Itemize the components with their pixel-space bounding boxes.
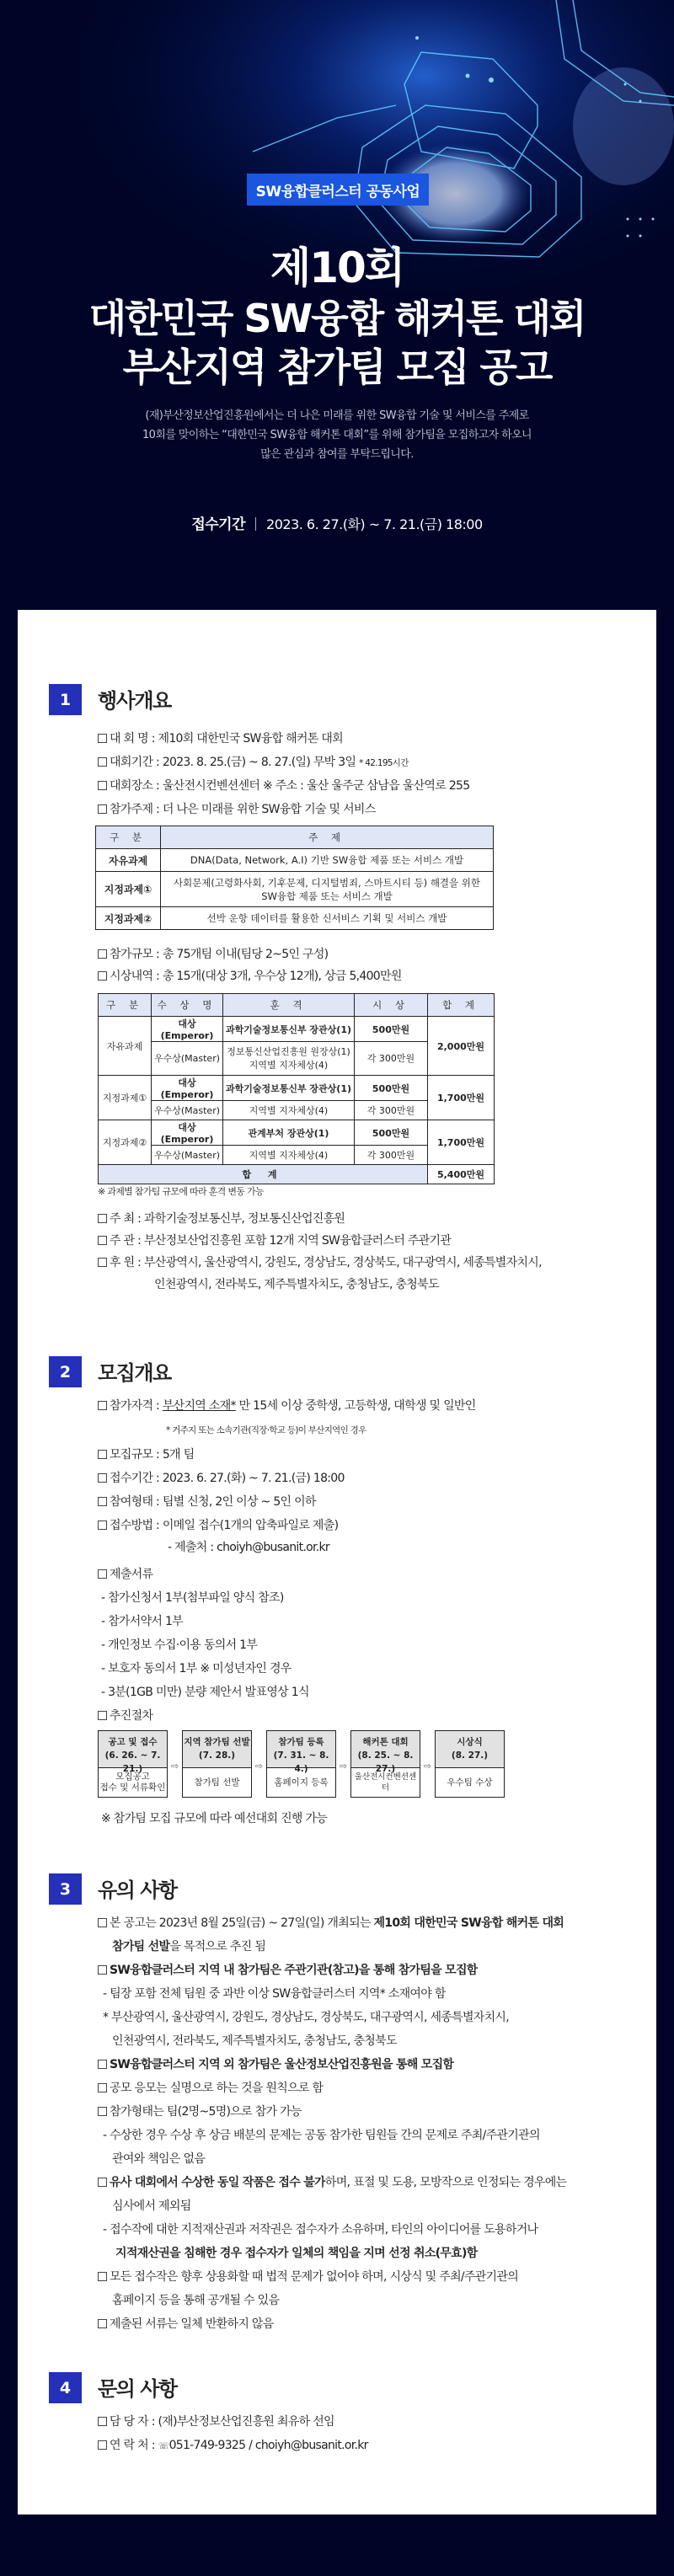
divider: [255, 517, 256, 531]
process-step: 참가팀 등록 (7. 31. ~ 8. 4.) 홈페이지 등록: [266, 1730, 336, 1798]
process-step: 해커톤 대회 (8. 25. ~ 8. 27.) 울산전시컨벤션센터: [350, 1730, 420, 1798]
table-header: 구 분: [99, 994, 152, 1017]
checkbox-bullet-icon: [98, 1214, 107, 1223]
precaution-sub: - 수상한 경우 수상 후 상금 배분의 문제는 공동 참가한 팀원들 간의 문제로 주최/주관기관의: [103, 2129, 540, 2142]
section-header: [18, 1872, 656, 1905]
checkbox-bullet-icon: [98, 734, 107, 743]
precaution-item: 본 공고는 2023년 8월 25일(금) ~ 27일(일) 개최되는 제10회 대한민국 SW융합 해커톤 대회: [98, 1914, 564, 1931]
submit-email-link[interactable]: - 제출처 : choiyh@busanit.or.kr: [168, 1541, 329, 1554]
section-title: 행사개요: [98, 689, 171, 713]
period-value: 2023. 6. 27.(화) ~ 7. 21.(금) 18:00: [266, 516, 483, 532]
precaution-sub: - 접수작에 대한 지적재산권과 저작권은 접수자가 소유하며, 타인의 아이디어를 도용하거나: [103, 2223, 538, 2237]
arrow-right-icon: ⇨: [254, 1761, 264, 1772]
table-row: 자유과제 대상(Emperor) 과학기술정보통신부 장관상(1) 500만원 2,000만원: [99, 1017, 495, 1042]
table-row: 우수상(Master) 지역별 지자체상(4) 각 300만원: [99, 1101, 495, 1120]
precaution-sub-cont: 관여와 책임은 없음: [112, 2152, 206, 2166]
checkbox-bullet-icon: [98, 2083, 107, 2092]
checkbox-bullet-icon: [98, 2060, 107, 2069]
hero-banner: [0, 0, 674, 610]
checkbox-bullet-icon: [98, 757, 107, 767]
contact-phone-email-link[interactable]: 051-749-9325 / choiyh@busanit.or.kr: [168, 2439, 368, 2452]
checkbox-bullet-icon: [98, 1258, 107, 1267]
recruit-scale: 모집규모 : 5개 팀: [98, 1446, 194, 1462]
document-item: - 3분(1GB 미만) 분량 제안서 발표영상 1식: [101, 1686, 309, 1699]
checkbox-bullet-icon: [98, 1401, 107, 1410]
checkbox-bullet-icon: [98, 1569, 107, 1579]
precaution-item: SW융합클러스터 지역 내 참가팀은 주관기관(참고)을 통해 참가팀을 모집함: [98, 1961, 478, 1978]
table-header: 합 계: [428, 994, 495, 1017]
section-number-badge: 2: [49, 1356, 82, 1387]
checkbox-bullet-icon: [98, 2319, 107, 2328]
document-item: - 참가신청서 1부(첨부파일 양식 참조): [101, 1591, 284, 1605]
section-title: 문의 사항: [98, 2377, 177, 2401]
process-flow: [98, 1730, 505, 1798]
precaution-item: 유사 대회에서 수상한 동일 작품은 접수 불가하며, 표절 및 도용, 모방작으로 인정되는 경우에는: [98, 2173, 566, 2190]
checkbox-bullet-icon: [98, 1520, 107, 1530]
section-number-badge: 3: [49, 1873, 82, 1905]
eligibility: 참가자격 : 부산지역 소재* 만 15세 이상 중학생, 고등학생, 대학생 및 일반인: [98, 1397, 476, 1414]
process-step: 시상식 (8. 27.) 우수팀 수상: [435, 1730, 505, 1798]
intro-line: 10회를 맞이하는 “대한민국 SW융합 해커톤 대회”를 위해 참가팀을 모집하고자 하오니: [142, 429, 532, 441]
award-details: 시상내역 : 총 15개(대상 3개, 우수상 12개), 상금 5,400만원: [98, 967, 402, 984]
page-title-recruit: 부산지역 참가팀 모집 공고: [122, 345, 552, 390]
arrow-right-icon: ⇨: [170, 1761, 179, 1772]
checkbox-bullet-icon: [98, 1497, 107, 1506]
prize-note: ※ 과제별 참가팀 규모에 따라 훈격 변동 가능: [98, 1186, 264, 1197]
checkbox-bullet-icon: [98, 781, 107, 790]
precaution-sub-cont: 지적재산권을 침해한 경우 접수자가 일체의 책임을 지며 선정 취소(무효)함: [115, 2247, 478, 2260]
joint-project-badge: SW융합클러스터 공동사업: [247, 174, 429, 206]
checkbox-bullet-icon: [98, 2272, 107, 2281]
table-header: 시 상: [355, 994, 428, 1017]
intro-line: (재)부산정보산업진흥원에서는 더 나은 미래를 위한 SW융합 기술 및 서비스를 주제로: [145, 409, 529, 422]
section-precautions: [18, 1872, 656, 1905]
section-header: [18, 1355, 656, 1388]
section-recruit-overview: [18, 1355, 656, 1388]
process-note: ※ 참가팀 모집 규모에 따라 예선대회 진행 가능: [101, 1812, 328, 1825]
host-organizer: 주 최 : 과학기술정보통신부, 정보통신산업진흥원: [98, 1210, 345, 1227]
table-row: 지정과제② 대상(Emperor) 관계부처 장관상(1) 500만원 1,700만원: [99, 1120, 495, 1146]
checkbox-bullet-icon: [98, 804, 107, 814]
section-header: [18, 682, 656, 716]
participation-type: 참여형태 : 팀별 신청, 2인 이상 ~ 5인 이하: [98, 1493, 316, 1510]
document-item: - 참가서약서 1부: [101, 1615, 184, 1628]
checkbox-bullet-icon: [98, 949, 107, 959]
checkbox-bullet-icon: [98, 2440, 107, 2450]
checkbox-bullet-icon: [98, 1711, 107, 1720]
event-name: 대 회 명 : 제10회 대한민국 SW융합 해커톤 대회: [98, 730, 343, 746]
application-dates: 접수기간 : 2023. 6. 27.(화) ~ 7. 21.(금) 18:00: [98, 1469, 345, 1486]
table-header: 수 상 명: [152, 994, 223, 1017]
page-title-event: 대한민국 SW융합 해커톤 대회: [88, 296, 586, 341]
checkbox-bullet-icon: [98, 2417, 107, 2426]
table-header: 주 제: [161, 826, 494, 849]
section-title: 모집개요: [98, 1361, 171, 1385]
arrow-right-icon: ⇨: [339, 1761, 348, 1772]
table-header: 구 분: [96, 826, 161, 849]
process-title: 추진절차: [98, 1707, 152, 1724]
section-number-badge: 4: [49, 2372, 82, 2403]
application-period: [0, 512, 674, 533]
precaution-item: 공모 응모는 실명으로 하는 것을 원칙으로 함: [98, 2079, 323, 2096]
checkbox-bullet-icon: [98, 1450, 107, 1459]
checkbox-bullet-icon: [98, 971, 107, 981]
intro-text: [0, 406, 674, 464]
table-row: 우수상(Master) 지역별 지자체상(4) 각 300만원: [99, 1146, 495, 1165]
host-sponsor-cont: 인천광역시, 전라북도, 제주특별자치도, 충청남도, 충청북도: [154, 1278, 439, 1291]
section-header: [18, 2370, 656, 2404]
table-header: 훈 격: [223, 994, 355, 1017]
document-item: - 개인정보 수집·이용 동의서 1부: [101, 1638, 258, 1652]
eligibility-note: * 거주지 또는 소속기관(직장·학교 등)이 부산지역인 경우: [166, 1425, 366, 1435]
table-row: 자유과제 DNA(Data, Network, A.I) 기반 SW융합 제품 또는 서비스 개발: [96, 849, 494, 872]
table-total-row: 합 계 5,400만원: [99, 1165, 495, 1184]
table-row: 우수상(Master) 정보통신산업진흥원 원장상(1) 지역별 지자체상(4) 각 300만원: [99, 1042, 495, 1076]
process-step: 공고 및 접수 (6. 26. ~ 7. 21.) 모집공고 접수 및 서류확인: [98, 1730, 168, 1798]
host-manager: 주 관 : 부산정보산업진흥원 포함 12개 지역 SW융합클러스터 주관기관: [98, 1232, 451, 1248]
section-event-overview: [18, 682, 656, 716]
event-theme: 참가주제 : 더 나은 미래를 위한 SW융합 기술 및 서비스: [98, 800, 376, 817]
application-method: 접수방법 : 이메일 접수(1개의 압축파일로 제출): [98, 1516, 338, 1533]
checkbox-bullet-icon: [98, 2107, 107, 2116]
host-sponsor: 후 원 : 부산광역시, 울산광역시, 강원도, 경상남도, 경상북도, 대구광역시, 세종특별자치시,: [98, 1253, 542, 1270]
checkbox-bullet-icon: [98, 1236, 107, 1245]
precaution-item-cont: 심사에서 제외됨: [112, 2199, 191, 2213]
intro-line: 많은 관심과 참여를 부탁드립니다.: [260, 448, 414, 461]
precaution-item: 참가형태는 팀(2명~5명)으로 참가 가능: [98, 2103, 302, 2119]
process-step: 지역 참가팀 선발 (7. 28.) 참가팀 선발: [182, 1730, 252, 1798]
event-venue: 대회장소 : 울산전시컨벤션센터 ※ 주소 : 울산 울주군 삼남읍 울산역로 255: [98, 777, 469, 794]
table-row: 지정과제① 사회문제(고령화사회, 기후문제, 디지털범죄, 스마트시티 등) 해결을 위한 SW융합 제품 또는 서비스 개발: [96, 872, 494, 907]
phone-icon: ☏: [158, 2440, 169, 2451]
precaution-sub: - 팀장 포함 전체 팀원 중 과반 이상 SW융합클러스터 지역* 소재여야 함: [103, 1987, 446, 2001]
checkbox-bullet-icon: [98, 1473, 107, 1483]
precaution-item: 제출된 서류는 일체 반환하지 않음: [98, 2315, 274, 2332]
table-row: 지정과제① 대상(Emperor) 과학기술정보통신부 장관상(1) 500만원 1,700만원: [99, 1076, 495, 1101]
contact-person: 담 당 자 : (재)부산정보산업진흥원 최유하 선임: [98, 2413, 334, 2429]
checkbox-bullet-icon: [98, 1918, 107, 1927]
event-dates: 대회기간 : 2023. 8. 25.(금) ~ 8. 27.(일) 무박 3일 * 42.195시간: [98, 753, 409, 770]
checkbox-bullet-icon: [98, 2178, 107, 2187]
checkbox-bullet-icon: [98, 1965, 107, 1975]
precaution-item-cont: 홈페이지 등을 통해 공개될 수 있음: [112, 2294, 280, 2307]
precaution-item: SW융합클러스터 지역 외 참가팀은 울산정보산업진흥원을 통해 모집함: [98, 2055, 453, 2072]
precaution-regions-cont: 인천광역시, 전라북도, 제주특별자치도, 충청남도, 충청북도: [112, 2034, 397, 2048]
prize-table: [98, 993, 495, 1184]
period-label: 접수기간: [191, 516, 246, 533]
section-number-badge: 1: [49, 684, 82, 715]
documents-title: 제출서류: [98, 1565, 152, 1582]
table-row: 지정과제② 선박 운항 데이터를 활용한 신서비스 기획 및 서비스 개발: [96, 907, 494, 930]
contact-info: 연 락 처 : ☏051-749-9325 / choiyh@busanit.or.kr: [98, 2436, 368, 2453]
arrow-right-icon: ⇨: [423, 1761, 432, 1772]
precaution-regions: * 부산광역시, 울산광역시, 강원도, 경상남도, 경상북도, 대구광역시, 세종특별자치시,: [103, 2011, 509, 2024]
precaution-item-cont: 참가팀 선발을 목적으로 추진 됨: [112, 1940, 266, 1953]
topic-table: [95, 826, 494, 930]
precaution-item: 모든 접수작은 향후 상용화할 때 법적 문제가 없어야 하며, 시상식 및 주최/주관기관의: [98, 2268, 518, 2285]
document-item: - 보호자 동의서 1부 ※ 미성년자인 경우: [101, 1662, 292, 1675]
notice-card: [18, 610, 656, 2515]
participation-scale: 참가규모 : 총 75개팀 이내(팀당 2~5인 구성): [98, 945, 328, 962]
section-title: 유의 사항: [98, 1879, 177, 1902]
section-inquiries: [18, 2370, 656, 2404]
page-title-edition: 제10회: [270, 243, 404, 292]
